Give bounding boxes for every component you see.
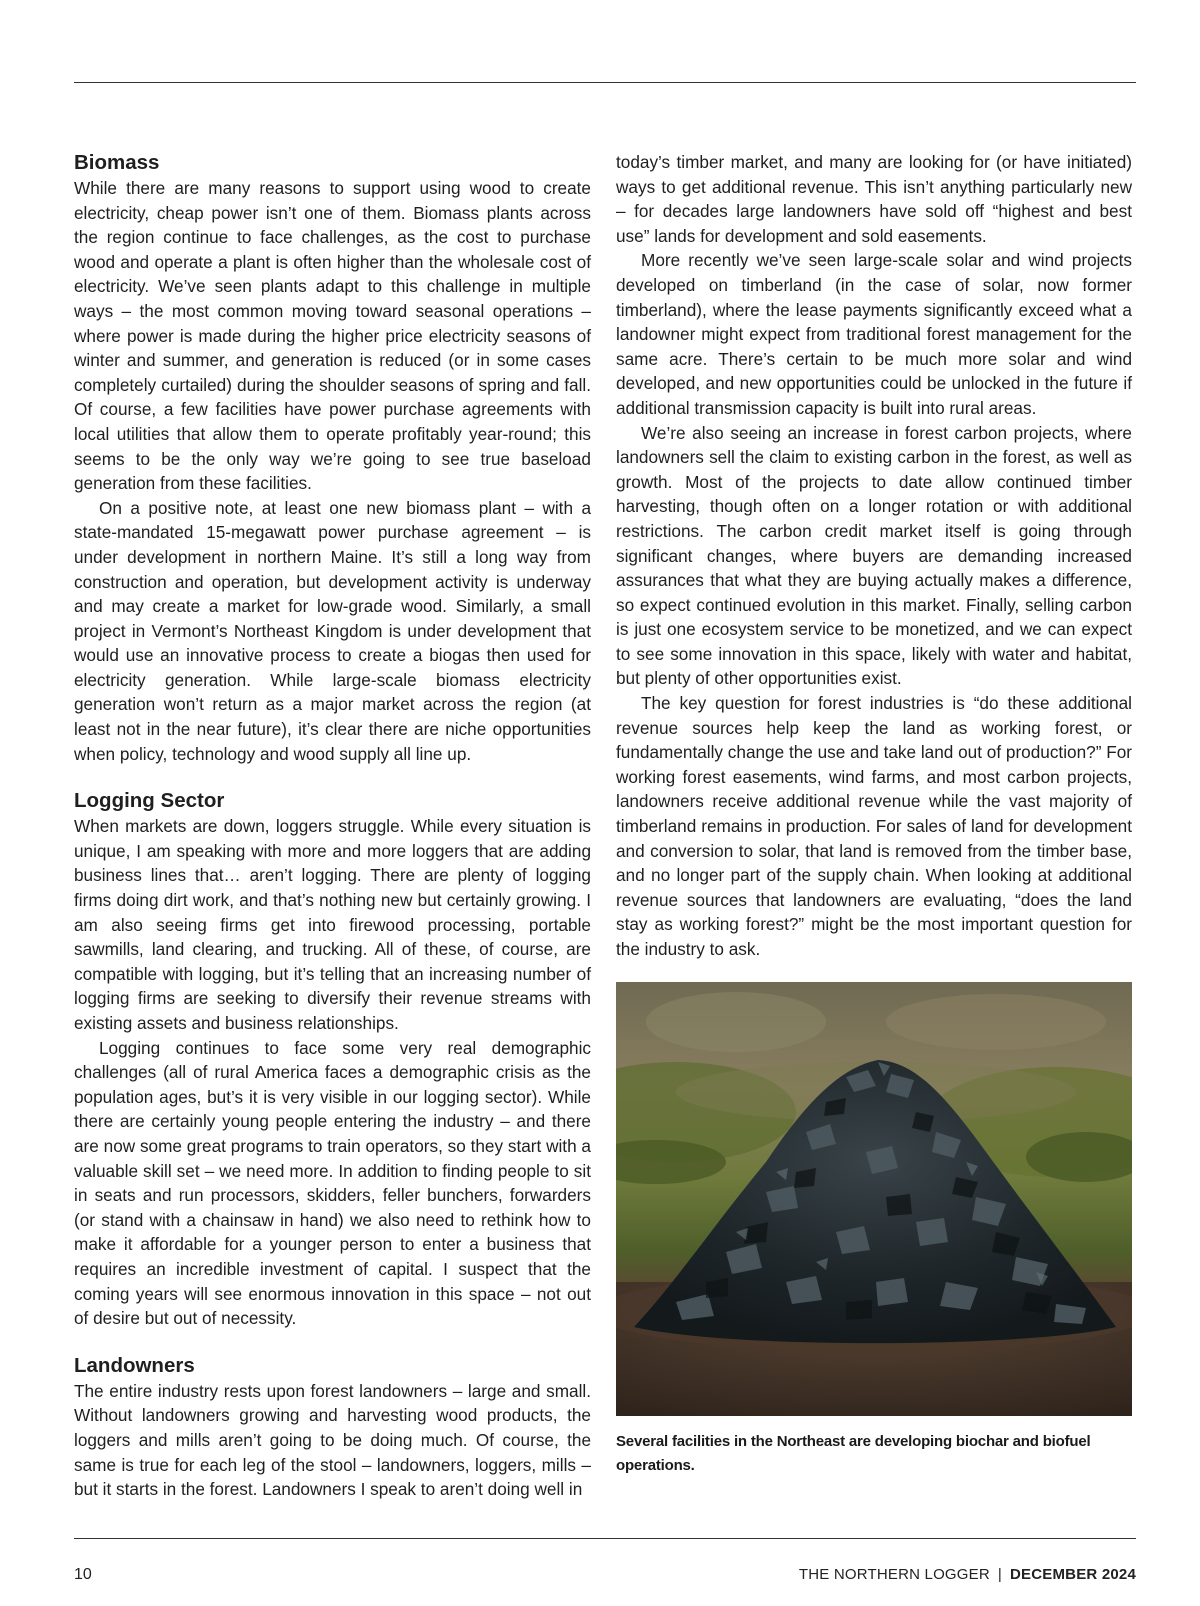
left-column (74, 150, 591, 1502)
biochar-pile-photo (616, 982, 1132, 1416)
paragraph: The entire industry rests upon forest landowners – large and small. Without landowners growing and harvesting wood products, the loggers and mills aren’t going to be doing much. Of course, the same is true for each leg of the stool – landowners, loggers, mills – but it starts in the forest. Landowners I speak to aren’t doing well in (74, 1380, 591, 1500)
footer-separator: | (997, 1566, 1003, 1583)
paragraph: We’re also seeing an increase in forest carbon projects, where landowners sell the claim to existing carbon in the forest, as well as growth. Most of the projects to date allow continued timber harvesting, though often on a longer rotation or with additional restrictions. The carbon credit market itself is going through significant changes, where buyers are demanding increased assurances that what they are buying actually makes a difference, so expect continued evolution in this market. Finally, selling carbon is just one ecosystem service to be monetized, and we can expect to see some innovation in this space, likely with water and habitat, but plenty of other opportunities exist. (616, 422, 1132, 689)
paragraph: Logging continues to face some very real demographic challenges (all of rural America faces a demographic crisis as the population ages, but’s it is very visible in our logging sector). While there are certainly young people entering the industry – and there are now some great programs to train operators, so they start with a valuable skill set – we need more. In addition to finding people to sit in seats and run processors, skidders, feller bunchers, forwarders (or stand with a chainsaw in hand) we also need to rethink how to make it affordable for a younger person to enter a business that requires an incredible investment of capital. I suspect that the coming years will see enormous innovation in this space – not out of desire but out of necessity. (74, 1037, 591, 1329)
publication-name: THE NORTHERN LOGGER (798, 1566, 990, 1583)
issue-date: DECEMBER 2024 (1010, 1566, 1136, 1583)
right-column (616, 150, 1132, 1478)
section-heading-logging-sector: Logging Sector (74, 789, 225, 813)
page-number: 10 (74, 1566, 92, 1583)
paragraph: More recently we’ve seen large-scale solar and wind projects developed on timberland (in the case of solar, now former timberland), where the lease payments significantly exceed what a landowner might expect from traditional forest management for the same acre. There’s certain to be much more solar and wind developed, and new opportunities could be unlocked in the future if additional transmission capacity is built into rural areas. (616, 250, 1132, 418)
paragraph: When markets are down, loggers struggle. While every situation is unique, I am speaking with more and more loggers that are adding business lines that… aren’t logging. There are plenty of logging firms doing dirt work, and that’s nothing new but certainly growing. I am also seeing firms get into firewood processing, portable sawmills, land clearing, and trucking. All of these, of course, are compatible with logging, but it’s telling that an increasing number of logging firms are seeking to diversify their revenue streams with existing assets and business relationships. (74, 816, 591, 1033)
header-rule (74, 82, 1136, 83)
paragraph: today’s timber market, and many are looking for (or have initiated) ways to get additional revenue. This isn’t anything particularly new – for decades large landowners have sold off “highest and best use” lands for development and sold easements. (616, 152, 1132, 246)
photo-caption: Several facilities in the Northeast are developing biochar and biofuel operations. (616, 1432, 1091, 1474)
paragraph: While there are many reasons to support using wood to create electricity, cheap power isn’t one of them. Biomass plants across the region continue to face challenges, as the cost to purchase wood and operate a plant is often higher than the wholesale cost of electricity. We’ve seen plants adapt to this challenge in multiple ways – the most common moving toward seasonal operations – where power is made during the higher price electricity seasons of winter and summer, and generation is reduced (or in some cases completely curtailed) during the shoulder seasons of spring and fall. Of course, a few facilities have power purchase agreements with local utilities that allow them to operate profitably year-round; this seems to be the only way we’re going to see true baseload generation from these facilities. (74, 178, 591, 494)
footer-rule (74, 1538, 1136, 1539)
footer-publication-info (799, 1566, 1136, 1583)
paragraph: On a positive note, at least one new biomass plant – with a state-mandated 15-megawatt power purchase agreement – is under development in northern Maine. It’s still a long way from construction and operation, but development activity is underway and may create a market for low-grade wood. Similarly, a small project in Vermont’s Northeast Kingdom is under development that would use an innovative process to create a biogas then used for electricity generation. While large-scale biomass electricity generation won’t return as a major market across the region (at least not in the near future), it’s clear there are niche opportunities when policy, technology and wood supply all line up. (74, 497, 591, 764)
section-heading-landowners: Landowners (74, 1353, 195, 1377)
paragraph: The key question for forest industries is “do these additional revenue sources help keep the land as working forest, or fundamentally change the use and take land out of production?” For working forest easements, wind farms, and most carbon projects, landowners receive additional revenue while the vast majority of timberland remains in production. For sales of land for development and conversion to solar, that land is removed from the timber base, and no longer part of the supply chain. When looking at additional revenue sources that landowners are evaluating, “does the land stay as working forest?” might be the most important question for the industry to ask. (616, 693, 1132, 959)
section-heading-biomass: Biomass (74, 151, 160, 174)
